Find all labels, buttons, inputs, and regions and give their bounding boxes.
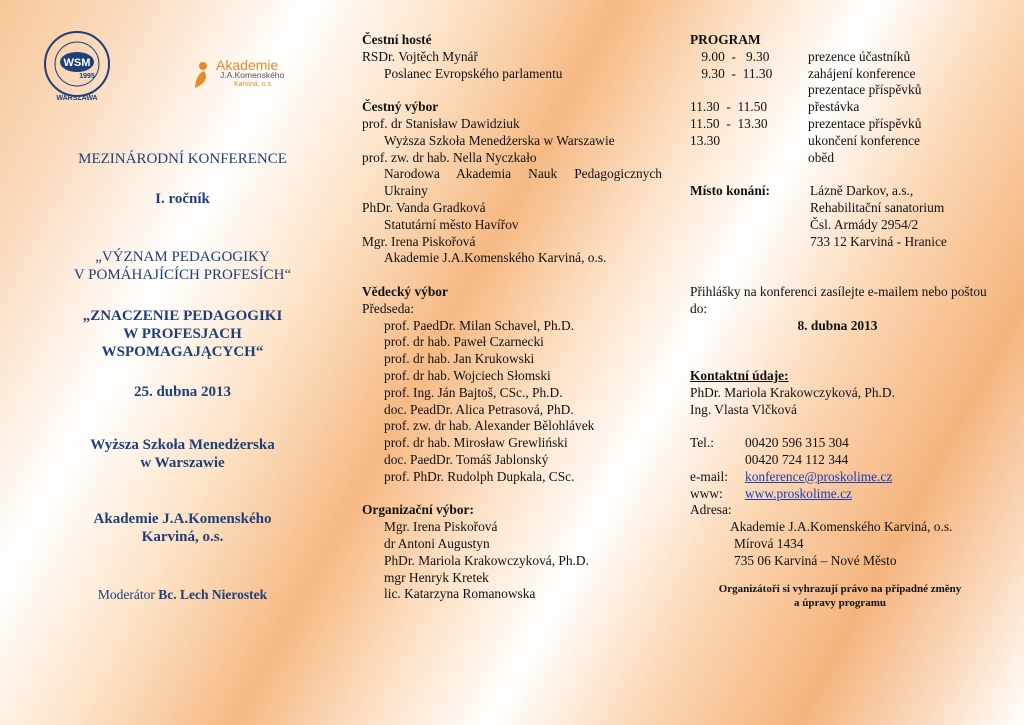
organizing-member: dr Antoni Augustyn <box>384 535 490 551</box>
scientific-member: prof. dr hab. Jan Krukowski <box>384 351 535 367</box>
organizer-akademie <box>30 510 335 546</box>
scientific-member: doc. PaedDr. Tomáš Jablonský <box>384 451 549 467</box>
info-column <box>690 32 990 610</box>
scientific-member: prof. zw. dr hab. Alexander Bělohlávek <box>384 418 595 434</box>
conference-edition: I. ročník <box>155 191 210 207</box>
theme-cz-line-2: V POMÁHAJÍCÍCH PROFESÍCH“ <box>73 267 292 283</box>
honor-member-name: Mgr. Irena Piskořová <box>362 233 476 249</box>
scientific-member: prof. dr hab. Mirosław Grewliński <box>384 435 568 451</box>
address-line: Mírová 1434 <box>734 535 804 551</box>
scientific-committee-heading: Vědecký výbor <box>362 283 448 299</box>
email-label: e-mail: <box>690 468 728 484</box>
honor-member-detail: Narodowa Akademia Nauk Pedagogicznych Ukrainy <box>384 166 662 199</box>
www-row <box>690 486 990 503</box>
scientific-chair-label: Předseda: <box>362 300 415 316</box>
wsm-logo-city: WARSZAWA <box>56 95 98 102</box>
program-row <box>690 99 990 116</box>
program-event: přestávka <box>808 99 860 115</box>
moderator <box>30 586 335 604</box>
theme-pl-line-3: WSPOMAGAJĄCYCH“ <box>101 344 264 360</box>
moderator-label: Moderátor <box>97 587 155 602</box>
venue <box>690 183 990 250</box>
organizing-member: Mgr. Irena Piskořová <box>384 519 498 535</box>
organizer-wsm <box>30 436 335 472</box>
wsm-logo <box>30 30 125 102</box>
phone-row <box>690 435 990 452</box>
akademie-logo <box>190 58 310 98</box>
scientific-member: prof. dr hab. Wojciech Słomski <box>384 367 551 383</box>
organizer-akademie-line-2: Karviná, o.s. <box>141 529 224 545</box>
program-time <box>690 150 808 167</box>
committees-column <box>362 32 662 603</box>
akademie-logo-sub: J.A.Komenského <box>220 70 285 80</box>
moderator-name: Bc. Lech Nierostek <box>158 587 268 602</box>
venue-line: Rehabilitační sanatorium <box>810 199 945 215</box>
honor-member-name: prof. dr Stanisław Dawidziuk <box>362 115 520 131</box>
organizing-committee-heading: Organizační výbor: <box>362 502 474 518</box>
honor-member-name: PhDr. Vanda Gradková <box>362 199 486 215</box>
program-event: zahájení konference <box>808 65 916 81</box>
scientific-member: prof. PhDr. Rudolph Dupkala, CSc. <box>384 468 575 484</box>
theme-cz <box>30 248 335 284</box>
contact-person: Ing. Vlasta Vlčková <box>690 401 797 417</box>
email-link[interactable]: konference@proskolime.cz <box>745 468 893 484</box>
program-row <box>690 66 990 83</box>
website-link[interactable]: www.proskolime.cz <box>745 485 852 501</box>
organizing-member: mgr Henryk Kretek <box>384 569 489 585</box>
organizing-member: lic. Katarzyna Romanowska <box>384 586 536 602</box>
theme-pl <box>30 307 335 361</box>
honor-member-detail: Akademie J.A.Komenského Karviná, o.s. <box>384 250 607 266</box>
akademie-logo-name: Akademie <box>216 57 279 73</box>
program-time: 9.30 - 11.30 <box>698 65 773 81</box>
program-row <box>690 150 990 167</box>
venue-line: 733 12 Karviná - Hranice <box>810 233 947 249</box>
email-row <box>690 469 990 486</box>
theme-pl-line-1: „ZNACZENIE PEDAGOGIKI <box>82 308 283 324</box>
organizer-wsm-line-1: Wyższa Szkoła Menedżerska <box>90 437 275 453</box>
venue-label: Místo konání: <box>690 183 770 199</box>
disclaimer-line-1: Organizátoři si vyhrazují právo na případné změny <box>718 582 962 595</box>
program-time: 11.50 - 13.30 <box>690 115 768 131</box>
www-label: www: <box>690 485 723 501</box>
guest-detail: Poslanec Evropského parlamentu <box>384 65 563 81</box>
honor-committee-heading: Čestný výbor <box>362 99 439 115</box>
disclaimer-line-2: a úpravy programu <box>793 596 887 609</box>
guest-name: RSDr. Vojtěch Mynář <box>362 48 478 64</box>
application-text: Přihlášky na konferenci zasílejte e-mailem nebo poštou do: <box>690 283 987 316</box>
honor-member-name: prof. zw. dr hab. Nella Nyczkało <box>362 149 537 165</box>
program-row <box>690 133 990 150</box>
address-label: Adresa: <box>690 502 732 518</box>
honor-member-detail: Wyższa Szkoła Menedżerska w Warszawie <box>384 132 615 148</box>
venue-line: Lázně Darkov, a.s., <box>810 183 914 199</box>
phone-row <box>690 452 990 469</box>
theme-pl-line-2: W PROFESJACH <box>123 326 242 342</box>
contact-heading: Kontaktní údaje: <box>690 367 789 383</box>
scientific-member: prof. PaedDr. Milan Schavel, Ph.D. <box>384 317 575 333</box>
phone-label: Tel.: <box>690 435 714 451</box>
conference-title: MEZINÁRODNÍ KONFERENCE <box>78 151 287 167</box>
application-deadline: 8. dubna 2013 <box>797 317 878 333</box>
phone-number: 00420 724 112 344 <box>745 451 849 467</box>
program-row <box>690 49 990 66</box>
akademie-figure-icon <box>190 60 212 90</box>
contact-person: PhDr. Mariola Krakowczyková, Ph.D. <box>690 384 895 400</box>
program-row <box>690 116 990 133</box>
organizer-akademie-line-1: Akademie J.A.Komenského <box>93 511 272 527</box>
disclaimer <box>690 582 990 610</box>
conference-date: 25. dubna 2013 <box>133 384 232 400</box>
theme-cz-line-1: „VÝZNAM PEDAGOGIKY <box>95 249 270 265</box>
address-line: Akademie J.A.Komenského Karviná, o.s. <box>730 519 953 535</box>
program-time: 11.30 - 11.50 <box>690 99 768 115</box>
program-time: 9.00 - 9.30 <box>698 48 770 64</box>
program-event: ukončení konference <box>808 132 920 148</box>
scientific-member: doc. PeadDr. Alica Petrasová, PhD. <box>384 401 574 417</box>
program-event: oběd <box>808 149 835 165</box>
program-row <box>690 82 990 99</box>
address-line: 735 06 Karviná – Nové Město <box>734 552 897 568</box>
akademie-logo-city: Karviná, o.s. <box>234 81 273 88</box>
program-event: prezentace příspěvků <box>808 115 922 131</box>
scientific-member: prof. Ing. Ján Bajtoš, CSc., Ph.D. <box>384 384 563 400</box>
organizer-wsm-line-2: w Warszawie <box>140 455 225 471</box>
program-heading: PROGRAM <box>690 32 761 47</box>
program-event: prezentace příspěvků <box>808 82 922 98</box>
organizing-member: PhDr. Mariola Krakowczyková, Ph.D. <box>384 552 589 568</box>
logo-area <box>30 30 335 110</box>
honor-member-detail: Statutární město Havířov <box>384 216 519 232</box>
program-time <box>690 82 808 99</box>
scientific-member: prof. dr hab. Paweł Czarnecki <box>384 334 544 350</box>
program-time: 13.30 <box>690 132 721 148</box>
venue-line: Čsl. Armády 2954/2 <box>810 216 919 232</box>
program-event: prezence účastníků <box>808 48 911 64</box>
guests-heading: Čestní hosté <box>362 32 432 47</box>
wsm-logo-mark: WSM <box>63 57 91 69</box>
phone-number: 00420 596 315 304 <box>745 435 849 451</box>
wsm-logo-year: 1995 <box>79 73 95 80</box>
